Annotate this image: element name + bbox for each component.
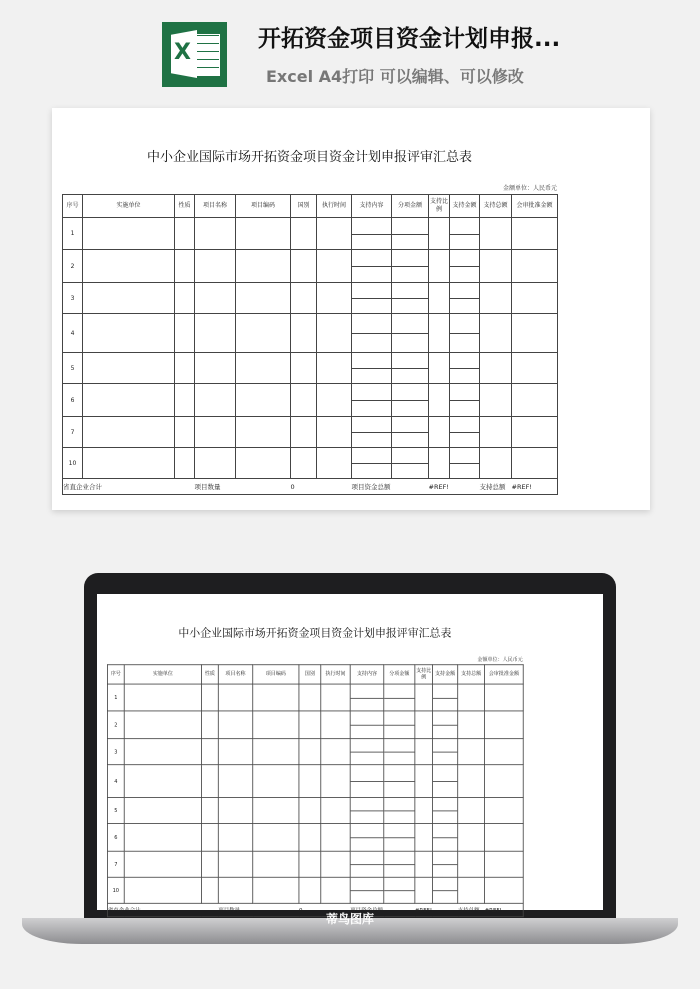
table-cell[interactable]	[253, 824, 299, 852]
table-cell[interactable]	[124, 739, 201, 765]
column-header: 项目编码	[253, 665, 299, 684]
table-cell[interactable]	[175, 417, 195, 448]
support-value: #REF!	[512, 479, 558, 495]
table-cell[interactable]	[236, 353, 291, 384]
table-cell[interactable]	[429, 283, 450, 314]
table-cell[interactable]	[321, 711, 350, 739]
table-cell[interactable]	[429, 250, 450, 283]
table-cell[interactable]	[429, 384, 450, 417]
table-row	[107, 877, 523, 903]
table-cell[interactable]	[218, 765, 252, 798]
table-cell[interactable]	[202, 765, 219, 798]
column-header: 会审批准金额	[512, 195, 558, 218]
table-cell[interactable]	[350, 711, 384, 739]
table-cell[interactable]	[253, 684, 299, 711]
table-cell[interactable]	[392, 353, 429, 384]
table-cell[interactable]	[253, 851, 299, 877]
row-number[interactable]: 7	[63, 417, 83, 448]
table-header-row	[63, 195, 558, 218]
column-header: 性质	[175, 195, 195, 218]
table-cell[interactable]	[253, 739, 299, 765]
table-cell[interactable]	[299, 797, 321, 823]
table-cell[interactable]	[450, 384, 480, 417]
column-header: 支持金额	[450, 195, 480, 218]
table-cell[interactable]	[429, 448, 450, 479]
table-cell[interactable]	[384, 739, 415, 765]
row-number[interactable]: 10	[63, 448, 83, 479]
table-row	[107, 739, 523, 765]
table-cell[interactable]	[485, 765, 524, 798]
support-label: 支持总额	[480, 479, 512, 495]
table-cell[interactable]	[350, 797, 384, 823]
table-cell[interactable]	[236, 314, 291, 353]
table-cell[interactable]	[218, 711, 252, 739]
table-cell[interactable]	[350, 877, 384, 903]
table-cell[interactable]	[218, 797, 252, 823]
table-cell[interactable]	[485, 684, 524, 711]
table-cell[interactable]	[480, 283, 512, 314]
column-header: 性质	[202, 665, 219, 684]
table-cell[interactable]	[485, 797, 524, 823]
table-cell[interactable]	[83, 384, 175, 417]
table-cell[interactable]	[350, 684, 384, 711]
table-cell[interactable]	[202, 684, 219, 711]
table-cell[interactable]	[485, 877, 524, 903]
row-number[interactable]: 2	[63, 250, 83, 283]
table-row	[63, 283, 558, 314]
table-cell[interactable]	[321, 684, 350, 711]
table-cell[interactable]	[83, 353, 175, 384]
table-cell[interactable]	[124, 797, 201, 823]
table-cell[interactable]	[195, 314, 236, 353]
table-header-row	[107, 665, 523, 684]
table-cell[interactable]	[291, 417, 317, 448]
table-cell[interactable]	[83, 314, 175, 353]
table-cell[interactable]	[415, 684, 433, 711]
footer-label: 省直企业合计	[107, 903, 218, 916]
table-cell[interactable]	[392, 384, 429, 417]
table-cell[interactable]	[291, 283, 317, 314]
row-number[interactable]: 4	[63, 314, 83, 353]
table-cell[interactable]	[317, 417, 352, 448]
table-cell[interactable]	[458, 877, 485, 903]
table-cell[interactable]	[458, 765, 485, 798]
table-cell[interactable]	[433, 684, 458, 711]
column-header: 支持比例	[429, 195, 450, 218]
summary-table	[107, 664, 524, 917]
table-cell[interactable]	[512, 250, 558, 283]
table-cell[interactable]	[485, 824, 524, 852]
table-cell[interactable]	[458, 684, 485, 711]
table-cell[interactable]	[433, 765, 458, 798]
column-header: 实施单位	[83, 195, 175, 218]
table-cell[interactable]	[195, 384, 236, 417]
column-header: 项目编码	[236, 195, 291, 218]
table-cell[interactable]	[485, 739, 524, 765]
table-cell[interactable]	[458, 711, 485, 739]
table-cell[interactable]	[202, 824, 219, 852]
table-cell[interactable]	[384, 851, 415, 877]
table-row	[63, 417, 558, 448]
row-number[interactable]: 1	[107, 684, 124, 711]
table-cell[interactable]	[317, 283, 352, 314]
table-cell[interactable]	[433, 711, 458, 739]
column-header: 分项金额	[392, 195, 429, 218]
table-row	[107, 797, 523, 823]
table-cell[interactable]	[253, 765, 299, 798]
row-number[interactable]: 6	[63, 384, 83, 417]
table-cell[interactable]	[392, 283, 429, 314]
table-cell[interactable]	[236, 283, 291, 314]
table-row	[63, 353, 558, 384]
table-cell[interactable]	[384, 711, 415, 739]
table-cell[interactable]	[299, 711, 321, 739]
column-header: 支持金额	[433, 665, 458, 684]
table-cell[interactable]	[291, 314, 317, 353]
count-label: 项目数量	[218, 903, 299, 916]
table-cell[interactable]	[321, 739, 350, 765]
table-cell[interactable]	[350, 851, 384, 877]
table-cell[interactable]	[512, 283, 558, 314]
table-cell[interactable]	[450, 218, 480, 250]
table-cell[interactable]	[253, 797, 299, 823]
table-cell[interactable]	[450, 417, 480, 448]
table-cell[interactable]	[175, 384, 195, 417]
sheet-preview-card	[52, 108, 650, 510]
table-row	[107, 824, 523, 852]
table-cell[interactable]	[352, 283, 392, 314]
row-number[interactable]: 10	[107, 877, 124, 903]
summary-table	[62, 194, 558, 495]
table-cell[interactable]	[299, 824, 321, 852]
support-value: #REF!	[485, 903, 524, 916]
table-cell[interactable]	[384, 824, 415, 852]
table-cell[interactable]	[317, 384, 352, 417]
table-cell[interactable]	[175, 218, 195, 250]
column-header: 支持总额	[480, 195, 512, 218]
table-cell[interactable]	[175, 283, 195, 314]
laptop-mockup	[84, 573, 616, 923]
table-row	[107, 765, 523, 798]
currency-unit: 金额单位：人民币元	[477, 656, 523, 663]
row-number[interactable]: 5	[63, 353, 83, 384]
column-header: 支持内容	[350, 665, 384, 684]
table-cell[interactable]	[317, 250, 352, 283]
table-cell[interactable]	[195, 353, 236, 384]
table-cell[interactable]	[433, 797, 458, 823]
table-cell[interactable]	[202, 739, 219, 765]
table-cell[interactable]	[450, 448, 480, 479]
table-row	[63, 314, 558, 353]
column-header: 执行时间	[321, 665, 350, 684]
table-cell[interactable]	[83, 218, 175, 250]
table-cell[interactable]	[480, 384, 512, 417]
table-cell[interactable]	[512, 384, 558, 417]
table-cell[interactable]	[218, 877, 252, 903]
table-cell[interactable]	[124, 711, 201, 739]
table-cell[interactable]	[480, 353, 512, 384]
table-cell[interactable]	[352, 448, 392, 479]
table-cell[interactable]	[512, 218, 558, 250]
table-cell[interactable]	[321, 851, 350, 877]
table-cell[interactable]	[480, 250, 512, 283]
table-row	[107, 851, 523, 877]
table-cell[interactable]	[317, 314, 352, 353]
column-header: 序号	[107, 665, 124, 684]
table-cell[interactable]	[433, 877, 458, 903]
count-value: 0	[299, 903, 350, 916]
table-cell[interactable]	[321, 824, 350, 852]
table-cell[interactable]	[175, 448, 195, 479]
table-cell[interactable]	[433, 739, 458, 765]
table-cell[interactable]	[512, 448, 558, 479]
column-header: 项目名称	[195, 195, 236, 218]
table-cell[interactable]	[321, 877, 350, 903]
table-cell[interactable]	[480, 448, 512, 479]
page-title: 开拓资金项目资金计划申报...	[258, 26, 561, 52]
table-row	[63, 384, 558, 417]
footer-label: 省直企业合计	[63, 479, 195, 495]
row-number[interactable]: 4	[107, 765, 124, 798]
table-cell[interactable]	[350, 765, 384, 798]
count-value: 0	[291, 479, 352, 495]
table-cell[interactable]	[195, 250, 236, 283]
spreadsheet	[107, 624, 523, 917]
table-cell[interactable]	[321, 797, 350, 823]
table-cell[interactable]	[384, 797, 415, 823]
excel-icon: X	[162, 22, 227, 87]
table-cell[interactable]	[236, 417, 291, 448]
table-cell[interactable]	[392, 314, 429, 353]
table-cell[interactable]	[195, 283, 236, 314]
table-cell[interactable]	[317, 353, 352, 384]
table-cell[interactable]	[218, 851, 252, 877]
table-cell[interactable]	[124, 877, 201, 903]
table-cell[interactable]	[480, 314, 512, 353]
table-cell[interactable]	[218, 739, 252, 765]
table-cell[interactable]	[124, 824, 201, 852]
column-header: 国别	[299, 665, 321, 684]
table-cell[interactable]	[480, 218, 512, 250]
table-cell[interactable]	[433, 824, 458, 852]
table-row	[63, 448, 558, 479]
table-cell[interactable]	[195, 417, 236, 448]
column-header: 支持内容	[352, 195, 392, 218]
row-number[interactable]: 2	[107, 711, 124, 739]
table-row	[107, 684, 523, 711]
table-cell[interactable]	[321, 765, 350, 798]
table-cell[interactable]	[433, 851, 458, 877]
table-cell[interactable]	[458, 797, 485, 823]
table-cell[interactable]	[480, 417, 512, 448]
table-cell[interactable]	[236, 218, 291, 250]
table-cell[interactable]	[350, 824, 384, 852]
table-cell[interactable]	[384, 877, 415, 903]
table-cell[interactable]	[299, 739, 321, 765]
row-number[interactable]: 5	[107, 797, 124, 823]
row-number[interactable]: 3	[107, 739, 124, 765]
table-cell[interactable]	[485, 711, 524, 739]
column-header: 序号	[63, 195, 83, 218]
row-number[interactable]: 6	[107, 824, 124, 852]
table-cell[interactable]	[458, 824, 485, 852]
table-cell[interactable]	[299, 877, 321, 903]
table-cell[interactable]	[236, 448, 291, 479]
table-cell[interactable]	[429, 417, 450, 448]
table-cell[interactable]	[352, 218, 392, 250]
table-cell[interactable]	[415, 824, 433, 852]
table-cell[interactable]	[317, 218, 352, 250]
table-cell[interactable]	[253, 711, 299, 739]
table-row	[107, 711, 523, 739]
table-cell[interactable]	[83, 283, 175, 314]
support-label: 支持总额	[458, 903, 485, 916]
table-cell[interactable]	[218, 824, 252, 852]
total-label: 项目资金总额	[350, 903, 415, 916]
table-cell[interactable]	[291, 218, 317, 250]
table-cell[interactable]	[415, 739, 433, 765]
table-cell[interactable]	[175, 314, 195, 353]
table-cell[interactable]	[291, 384, 317, 417]
table-cell[interactable]	[429, 218, 450, 250]
column-header: 支持总额	[458, 665, 485, 684]
column-header: 支持比例	[415, 665, 433, 684]
table-cell[interactable]	[352, 314, 392, 353]
sheet-title: 中小企业国际市场开拓资金项目资金计划申报评审汇总表	[178, 627, 452, 640]
table-cell[interactable]	[175, 353, 195, 384]
table-cell[interactable]	[392, 448, 429, 479]
table-cell[interactable]	[83, 448, 175, 479]
table-cell[interactable]	[392, 417, 429, 448]
table-cell[interactable]	[392, 250, 429, 283]
column-header: 实施单位	[124, 665, 201, 684]
page-subtitle: Excel A4打印 可以编辑、可以修改	[266, 67, 524, 86]
sheet-title: 中小企业国际市场开拓资金项目资金计划申报评审汇总表	[146, 150, 472, 165]
column-header: 会审批准金额	[485, 665, 524, 684]
column-header: 分项金额	[384, 665, 415, 684]
table-cell[interactable]	[291, 250, 317, 283]
column-header: 执行时间	[317, 195, 352, 218]
row-number[interactable]: 1	[63, 218, 83, 250]
table-cell[interactable]	[124, 765, 201, 798]
table-cell[interactable]	[450, 283, 480, 314]
laptop-screen	[97, 594, 603, 914]
footer-row	[63, 479, 558, 495]
table-cell[interactable]	[291, 353, 317, 384]
table-cell[interactable]	[202, 797, 219, 823]
table-cell[interactable]	[458, 739, 485, 765]
table-cell[interactable]	[384, 765, 415, 798]
table-cell[interactable]	[352, 250, 392, 283]
table-cell[interactable]	[195, 448, 236, 479]
table-cell[interactable]	[392, 218, 429, 250]
table-row	[63, 250, 558, 283]
table-cell[interactable]	[512, 314, 558, 353]
table-cell[interactable]	[485, 851, 524, 877]
table-cell[interactable]	[512, 353, 558, 384]
spreadsheet	[62, 146, 557, 495]
table-cell[interactable]	[512, 417, 558, 448]
table-cell[interactable]	[352, 384, 392, 417]
currency-unit: 金额单位：人民币元	[502, 185, 557, 192]
table-cell[interactable]	[218, 684, 252, 711]
table-cell[interactable]	[317, 448, 352, 479]
table-cell[interactable]	[352, 353, 392, 384]
brand-watermark: 蒂鸟图库	[325, 912, 374, 926]
table-cell[interactable]	[450, 314, 480, 353]
table-cell[interactable]	[124, 684, 201, 711]
count-label: 项目数量	[195, 479, 291, 495]
table-cell[interactable]	[202, 851, 219, 877]
row-number[interactable]: 7	[107, 851, 124, 877]
table-cell[interactable]	[124, 851, 201, 877]
table-cell[interactable]	[415, 877, 433, 903]
table-cell[interactable]	[450, 250, 480, 283]
table-cell[interactable]	[195, 218, 236, 250]
table-cell[interactable]	[236, 384, 291, 417]
table-cell[interactable]	[299, 765, 321, 798]
table-cell[interactable]	[415, 765, 433, 798]
table-cell[interactable]	[299, 851, 321, 877]
table-cell[interactable]	[429, 314, 450, 353]
total-value: #REF!	[415, 903, 458, 916]
table-cell[interactable]	[352, 417, 392, 448]
column-header: 项目名称	[218, 665, 252, 684]
table-cell[interactable]	[429, 353, 450, 384]
table-cell[interactable]	[415, 851, 433, 877]
table-cell[interactable]	[384, 684, 415, 711]
total-value: #REF!	[429, 479, 480, 495]
column-header: 国别	[291, 195, 317, 218]
table-cell[interactable]	[458, 851, 485, 877]
total-label: 项目资金总额	[352, 479, 429, 495]
table-cell[interactable]	[236, 250, 291, 283]
table-cell[interactable]	[202, 877, 219, 903]
table-cell[interactable]	[175, 250, 195, 283]
table-cell[interactable]	[415, 797, 433, 823]
table-cell[interactable]	[253, 877, 299, 903]
table-cell[interactable]	[83, 417, 175, 448]
table-cell[interactable]	[291, 448, 317, 479]
table-cell[interactable]	[299, 684, 321, 711]
row-number[interactable]: 3	[63, 283, 83, 314]
table-cell[interactable]	[450, 353, 480, 384]
table-cell[interactable]	[415, 711, 433, 739]
table-cell[interactable]	[83, 250, 175, 283]
table-cell[interactable]	[350, 739, 384, 765]
table-row	[63, 218, 558, 250]
table-cell[interactable]	[202, 711, 219, 739]
